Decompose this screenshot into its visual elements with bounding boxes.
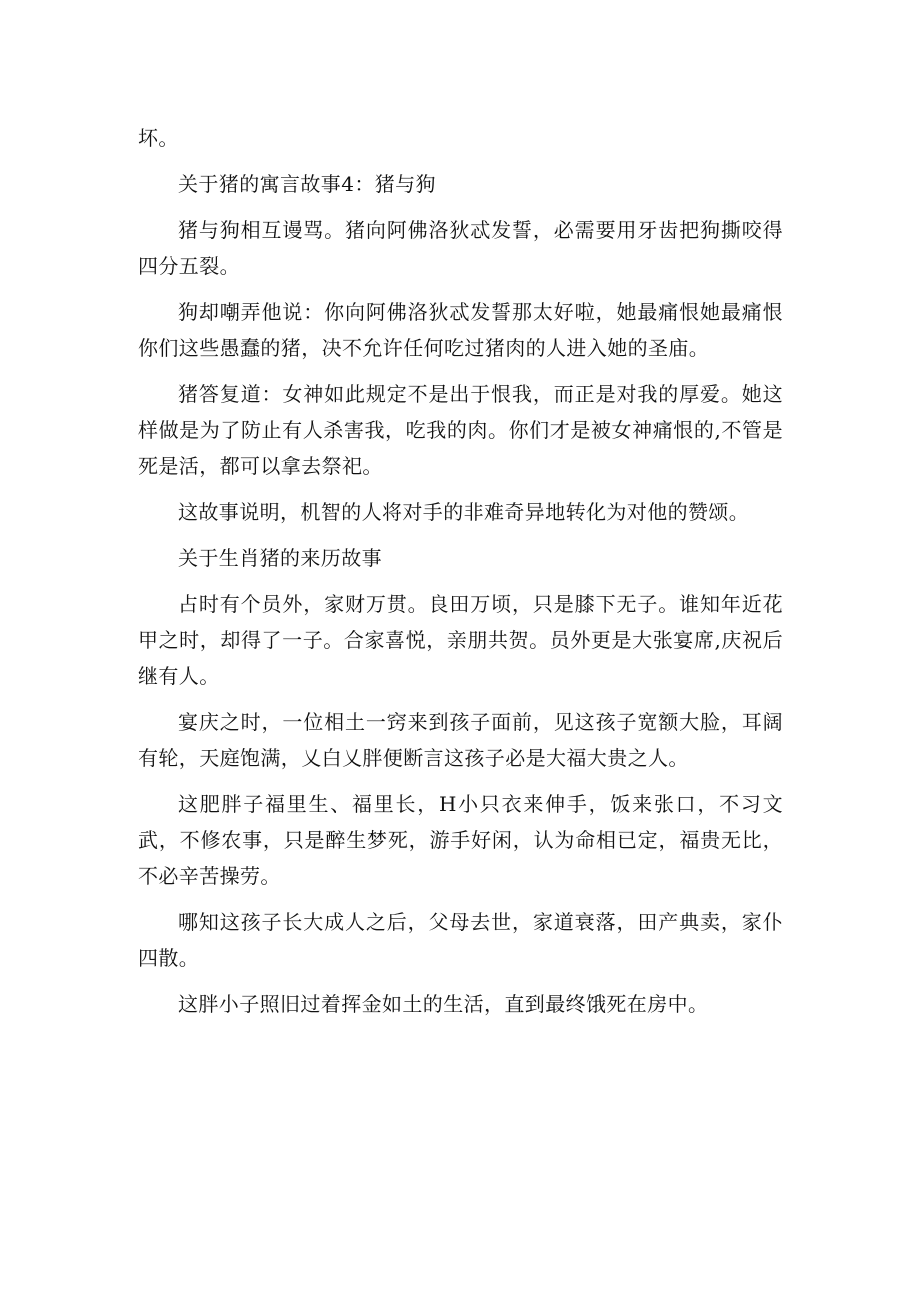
paragraph-continuation: 坏。	[138, 126, 179, 150]
paragraph: 哪知这孩子长大成人之后，父母去世，家道衰落，田产典卖，家仆四散。	[138, 910, 783, 970]
section-heading-pig-and-dog: 关于猪的寓言故事4：猪与狗	[178, 172, 436, 196]
document-body	[138, 120, 783, 1032]
paragraph: 猪与狗相互谩骂。猪向阿佛洛狄忒发誓，必需要用牙齿把狗撕咬得四分五裂。	[138, 218, 783, 278]
paragraph: 猪答复道：女神如此规定不是出于恨我，而正是对我的厚爱。她这样做是为了防止有人杀害我，吃我的肉。你们才是被女神痛恨的,不管是死是活，都可以拿去祭祀。	[138, 382, 783, 478]
paragraph-moral: 这故事说明，机智的人将对手的非难奇异地转化为对他的赞颂。	[178, 500, 750, 524]
paragraph: 占时有个员外，家财万贯。良田万顷，只是膝下无子。谁知年近花甲之时，却得了一子。合家喜悦，亲朋共贺。员外更是大张宴席,庆祝后继有人。	[138, 592, 783, 688]
paragraph: 狗却嘲弄他说：你向阿佛洛狄忒发誓那太好啦，她最痛恨她最痛恨你们这些愚蠢的猪，决不允许任何吃过猪肉的人进入她的圣庙。	[138, 300, 783, 360]
section-heading-zodiac-pig: 关于生肖猪的来历故事	[178, 546, 382, 570]
paragraph: 这胖小子照旧过着挥金如土的生活，直到最终饿死在房中。	[178, 992, 709, 1016]
paragraph: 这肥胖子福里生、福里长，H小只衣来伸手，饭来张口，不习文武，不修农事，只是醉生梦死，游手好闲，认为命相已定，福贵无比，不必辛苦操劳。	[138, 792, 783, 888]
paragraph: 宴庆之时，一位相土一窍来到孩子面前，见这孩子宽额大脸，耳阔有轮，天庭饱满，乂白乂胖便断言这孩子必是大福大贵之人。	[138, 710, 783, 770]
